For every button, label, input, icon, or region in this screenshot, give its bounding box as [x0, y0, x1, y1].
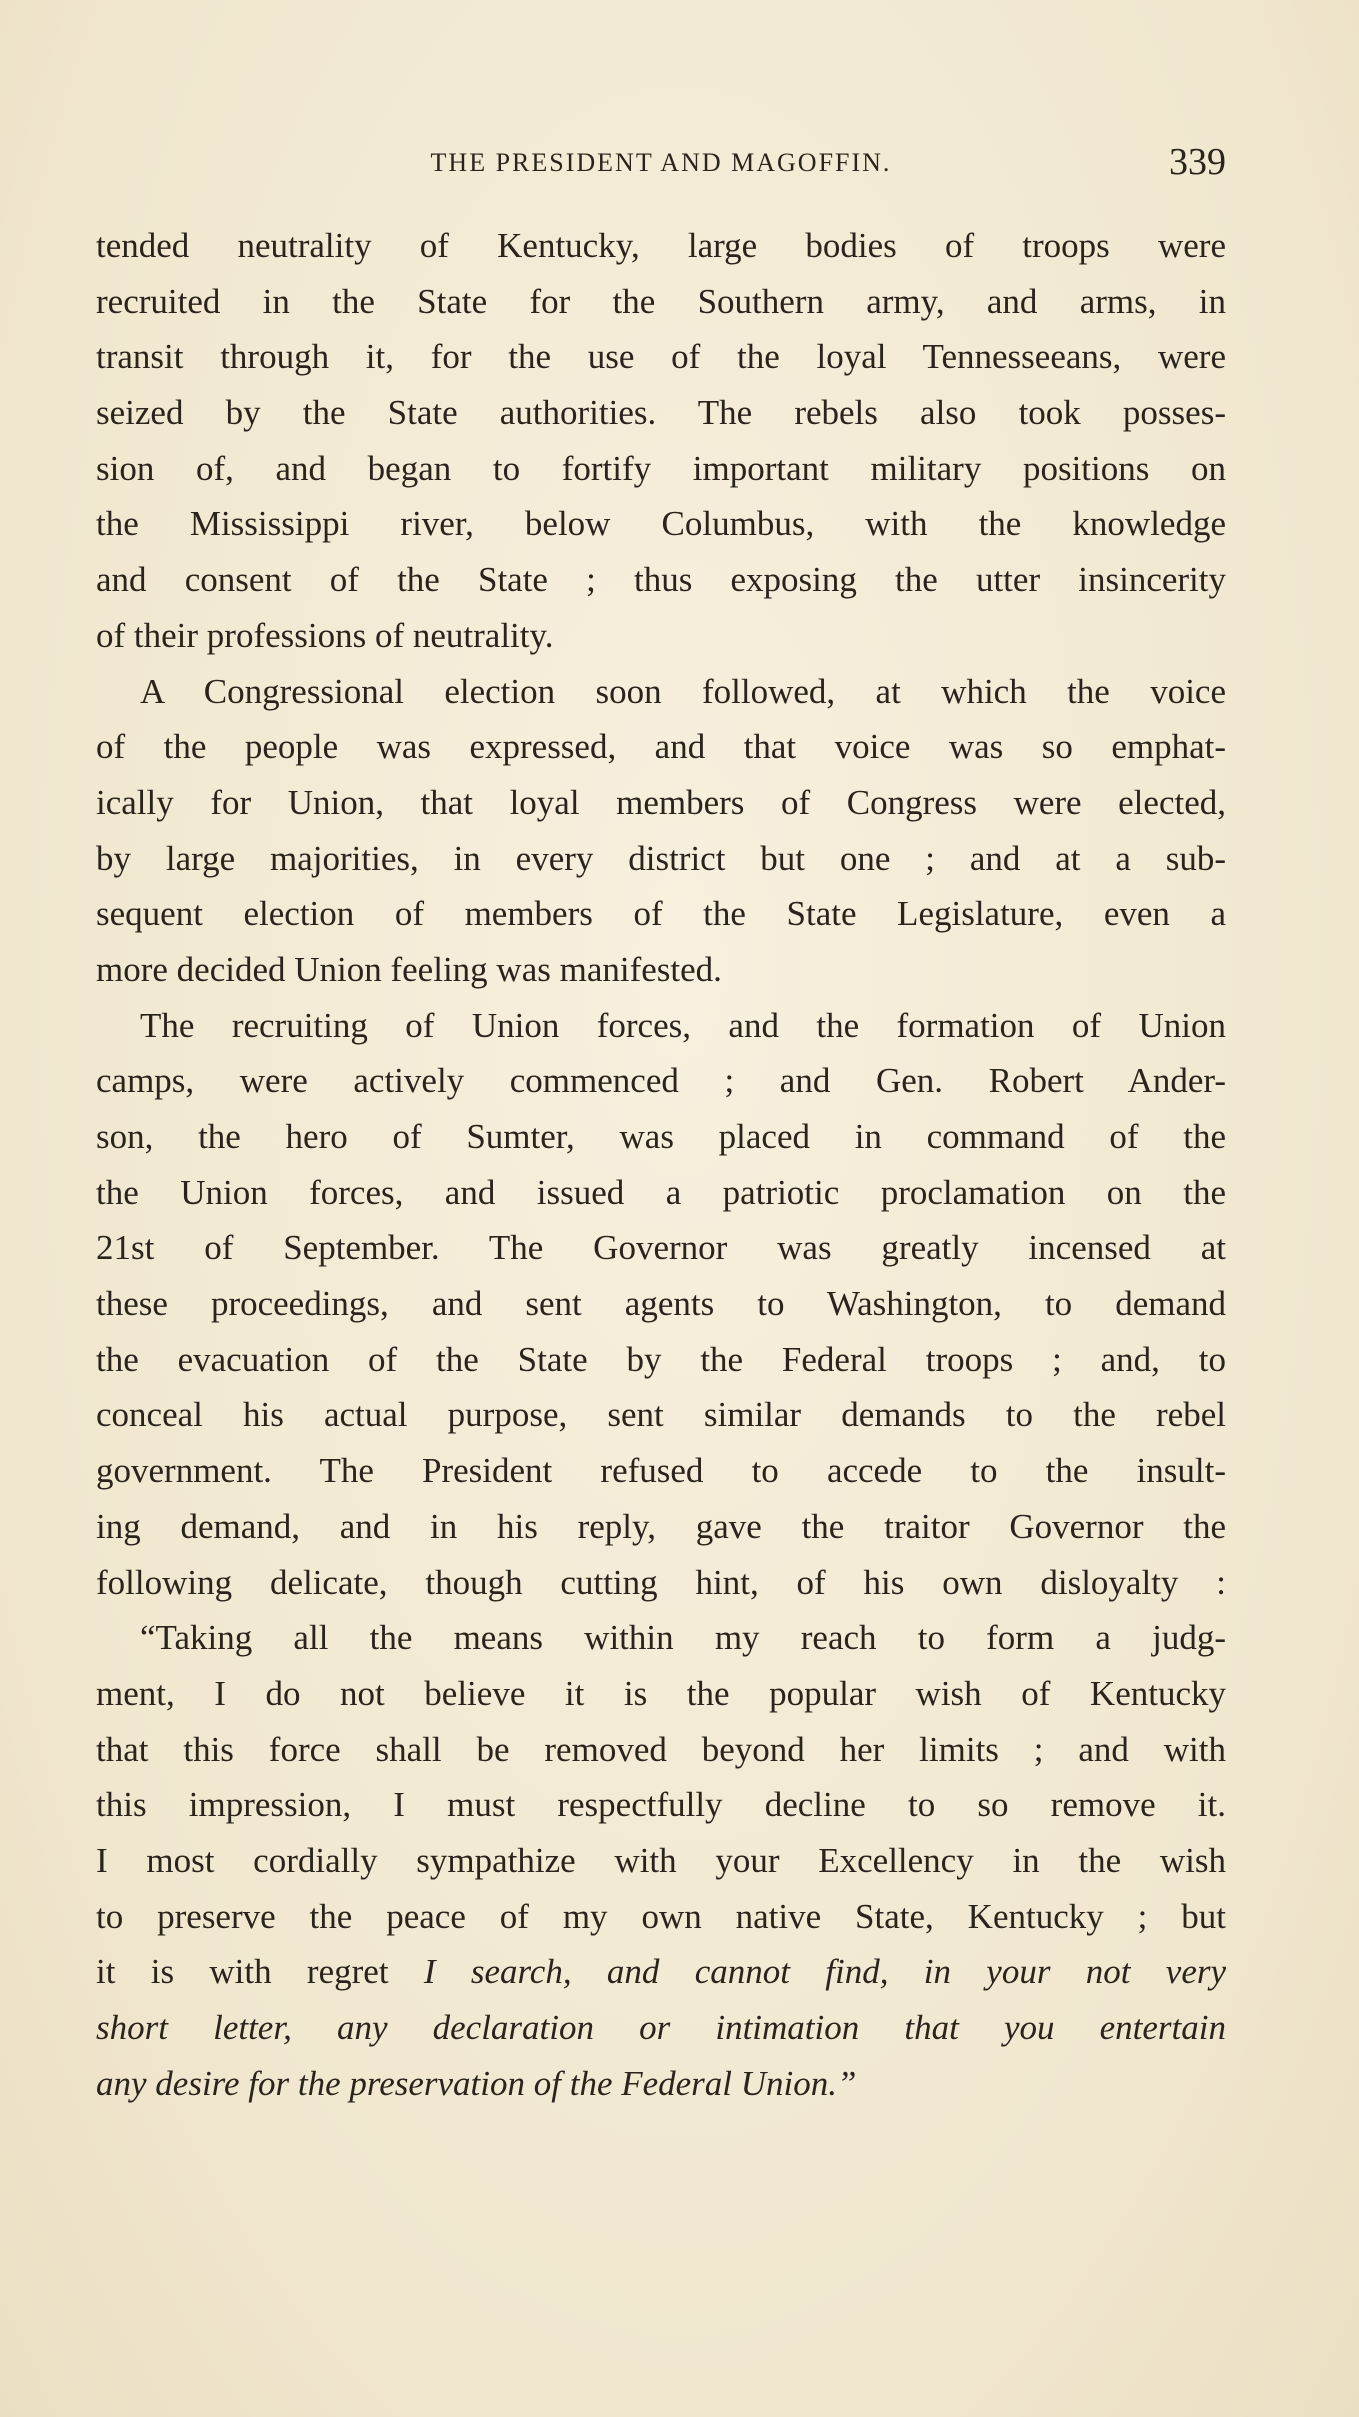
- text-line: the Union forces, and issued a patriotic proclamation on the: [96, 1172, 1226, 1212]
- text-line: and consent of the State ; thus exposing the utter insincerity: [96, 560, 1226, 600]
- page-number: 339: [1169, 141, 1226, 183]
- text-line: 21st of September. The Governor was greatly incensed at: [96, 1228, 1226, 1268]
- text-line: ing demand, and in his reply, gave the traitor Governor the: [96, 1506, 1226, 1546]
- text-line: A Congressional election soon followed, at which the voice: [140, 671, 1226, 711]
- text-line: this impression, I must respectfully decline to so remove it.: [96, 1785, 1226, 1825]
- text-line: that this force shall be removed beyond her limits ; and with: [96, 1729, 1226, 1769]
- text-line: ment, I do not believe it is the popular wish of Kentucky: [96, 1673, 1226, 1713]
- text-line: seized by the State authorities. The rebels also took posses-: [96, 393, 1226, 433]
- text-line: of their professions of neutrality.: [96, 615, 554, 655]
- text-line: the evacuation of the State by the Federal troops ; and, to: [96, 1339, 1226, 1379]
- text-line: camps, were actively commenced ; and Gen. Robert Ander-: [96, 1061, 1226, 1101]
- text-line: the Mississippi river, below Columbus, with the knowledge: [96, 504, 1226, 544]
- body-text: [96, 218, 1226, 2111]
- text-italic: I search, and cannot find, in your not very: [423, 1952, 1226, 1992]
- text-line: The recruiting of Union forces, and the formation of Union: [140, 1005, 1226, 1045]
- text-line: sequent election of members of the State Legislature, even a: [96, 894, 1226, 934]
- running-title: THE PRESIDENT AND MAGOFFIN.: [430, 148, 892, 177]
- text-plain: it is with regret: [96, 1952, 424, 1992]
- running-head: [96, 140, 1226, 190]
- text-line: sion of, and began to fortify important military positions on: [96, 448, 1226, 488]
- text-line: more decided Union feeling was manifested.: [96, 949, 722, 989]
- text-line: transit through it, for the use of the loyal Tennesseeans, were: [96, 337, 1226, 377]
- text-line: ically for Union, that loyal members of Congress were elected,: [96, 782, 1226, 822]
- text-line: any desire for the preservation of the Federal Union.”: [96, 2063, 857, 2103]
- text-line: tended neutrality of Kentucky, large bodies of troops were: [96, 226, 1226, 265]
- text-line: government. The President refused to accede to the insult-: [96, 1451, 1226, 1491]
- text-line: to preserve the peace of my own native State, Kentucky ; but: [96, 1896, 1226, 1936]
- text-line: of the people was expressed, and that voice was so emphat-: [96, 727, 1226, 767]
- text-line: recruited in the State for the Southern army, and arms, in: [96, 281, 1226, 321]
- text-line: following delicate, though cutting hint, of his own disloyalty :: [96, 1562, 1226, 1602]
- text-line: [96, 1944, 1226, 2000]
- text-line: conceal his actual purpose, sent similar demands to the rebel: [96, 1395, 1226, 1435]
- text-line: by large majorities, in every district but one ; and at a sub-: [96, 838, 1226, 878]
- text-line: I most cordially sympathize with your Excellency in the wish: [96, 1840, 1226, 1880]
- text-line: these proceedings, and sent agents to Washington, to demand: [96, 1284, 1226, 1324]
- text-line: short letter, any declaration or intimation that you entertain: [96, 2008, 1226, 2047]
- text-line: son, the hero of Sumter, was placed in command of the: [96, 1117, 1226, 1156]
- text-line: “Taking all the means within my reach to form a judg-: [140, 1618, 1226, 1658]
